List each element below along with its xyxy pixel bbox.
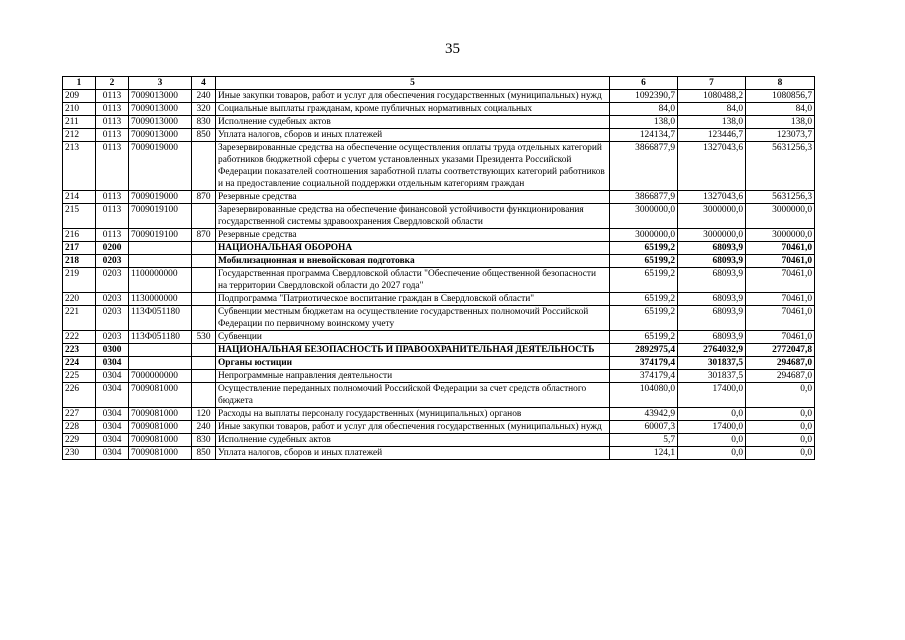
item-name: Резервные средства: [216, 229, 610, 242]
expense-type-code: [192, 344, 216, 357]
table-row: [63, 331, 815, 344]
expense-type-code: 870: [192, 229, 216, 242]
row-number: 211: [63, 116, 96, 129]
amount-col-6: 3866877,9: [610, 191, 678, 204]
expense-type-code: [192, 383, 216, 408]
amount-col-7: 2764032,9: [678, 344, 746, 357]
amount-col-8: 123073,7: [746, 129, 815, 142]
amount-col-6: 84,0: [610, 103, 678, 116]
expense-type-code: [192, 306, 216, 331]
row-number: 212: [63, 129, 96, 142]
amount-col-7: 301837,5: [678, 370, 746, 383]
amount-col-8: 5631256,3: [746, 191, 815, 204]
row-number: 213: [63, 142, 96, 191]
item-name: Иные закупки товаров, работ и услуг для обеспечения государственных (муниципальных) нужд: [216, 421, 610, 434]
row-number: 209: [63, 90, 96, 103]
section-code: 0113: [96, 90, 129, 103]
table-row: [63, 383, 815, 408]
expense-type-code: [192, 255, 216, 268]
amount-col-6: 3866877,9: [610, 142, 678, 191]
expense-type-code: 120: [192, 408, 216, 421]
table-row: [63, 357, 815, 370]
item-name: Органы юстиции: [216, 357, 610, 370]
amount-col-7: 1327043,6: [678, 142, 746, 191]
expense-type-code: 830: [192, 434, 216, 447]
amount-col-6: 104080,0: [610, 383, 678, 408]
row-number: 214: [63, 191, 96, 204]
target-article-code: 7009013000: [129, 116, 192, 129]
table-row: [63, 204, 815, 229]
amount-col-8: 70461,0: [746, 331, 815, 344]
amount-col-6: 3000000,0: [610, 204, 678, 229]
row-number: 216: [63, 229, 96, 242]
row-number: 229: [63, 434, 96, 447]
section-code: 0203: [96, 268, 129, 293]
item-name: Резервные средства: [216, 191, 610, 204]
target-article-code: [129, 255, 192, 268]
header-col-7: 7: [678, 77, 746, 90]
amount-col-6: 1092390,7: [610, 90, 678, 103]
amount-col-6: 65199,2: [610, 242, 678, 255]
header-col-1: 1: [63, 77, 96, 90]
amount-col-7: 3000000,0: [678, 229, 746, 242]
target-article-code: 1100000000: [129, 268, 192, 293]
amount-col-7: 68093,9: [678, 306, 746, 331]
amount-col-6: 65199,2: [610, 268, 678, 293]
expense-type-code: 320: [192, 103, 216, 116]
amount-col-8: 3000000,0: [746, 204, 815, 229]
table-row: [63, 129, 815, 142]
item-name: Зарезервированные средства на обеспечение осуществления оплаты труда отдельных категорий работников бюджетной сферы с учетом установленных указами Президента Российской Федерации показателей соотношения заработной платы соответствующих категорий работников и на предоставление социальной поддержки отдельным категориям граждан: [216, 142, 610, 191]
amount-col-6: 60007,3: [610, 421, 678, 434]
header-col-3: 3: [129, 77, 192, 90]
target-article-code: 7009081000: [129, 421, 192, 434]
amount-col-6: 65199,2: [610, 255, 678, 268]
table-row: [63, 293, 815, 306]
row-number: 226: [63, 383, 96, 408]
section-code: 0304: [96, 383, 129, 408]
row-number: 230: [63, 447, 96, 460]
target-article-code: 113Ф051180: [129, 331, 192, 344]
amount-col-6: 65199,2: [610, 293, 678, 306]
amount-col-6: 3000000,0: [610, 229, 678, 242]
section-code: 0203: [96, 293, 129, 306]
budget-table: [62, 76, 815, 460]
table-row: [63, 90, 815, 103]
row-number: 217: [63, 242, 96, 255]
amount-col-6: 65199,2: [610, 306, 678, 331]
amount-col-7: 17400,0: [678, 421, 746, 434]
row-number: 221: [63, 306, 96, 331]
amount-col-8: 1080856,7: [746, 90, 815, 103]
target-article-code: 1130000000: [129, 293, 192, 306]
table-row: [63, 255, 815, 268]
header-col-6: 6: [610, 77, 678, 90]
amount-col-6: 138,0: [610, 116, 678, 129]
section-code: 0113: [96, 204, 129, 229]
amount-col-8: 70461,0: [746, 268, 815, 293]
expense-type-code: [192, 370, 216, 383]
amount-col-7: 301837,5: [678, 357, 746, 370]
amount-col-8: 5631256,3: [746, 142, 815, 191]
header-col-8: 8: [746, 77, 815, 90]
row-number: 227: [63, 408, 96, 421]
target-article-code: 7009019100: [129, 229, 192, 242]
amount-col-6: 374179,4: [610, 370, 678, 383]
amount-col-7: 0,0: [678, 408, 746, 421]
section-code: 0113: [96, 229, 129, 242]
amount-col-8: 0,0: [746, 421, 815, 434]
table-row: [63, 229, 815, 242]
amount-col-7: 138,0: [678, 116, 746, 129]
amount-col-8: 0,0: [746, 447, 815, 460]
amount-col-8: 294687,0: [746, 357, 815, 370]
expense-type-code: 850: [192, 129, 216, 142]
target-article-code: 7009081000: [129, 383, 192, 408]
table-row: [63, 116, 815, 129]
amount-col-6: 43942,9: [610, 408, 678, 421]
table-header-row: [63, 77, 815, 90]
row-number: 225: [63, 370, 96, 383]
target-article-code: 7009013000: [129, 129, 192, 142]
target-article-code: 113Ф051180: [129, 306, 192, 331]
item-name: Осуществление переданных полномочий Российской Федерации за счет средств областного бюджета: [216, 383, 610, 408]
expense-type-code: 240: [192, 90, 216, 103]
amount-col-8: 70461,0: [746, 242, 815, 255]
table-row: [63, 142, 815, 191]
row-number: 222: [63, 331, 96, 344]
section-code: 0304: [96, 421, 129, 434]
amount-col-7: 68093,9: [678, 293, 746, 306]
amount-col-7: 0,0: [678, 447, 746, 460]
header-col-5: 5: [216, 77, 610, 90]
section-code: 0300: [96, 344, 129, 357]
amount-col-8: 84,0: [746, 103, 815, 116]
amount-col-8: 0,0: [746, 383, 815, 408]
amount-col-7: 17400,0: [678, 383, 746, 408]
item-name: Непрограммные направления деятельности: [216, 370, 610, 383]
row-number: 224: [63, 357, 96, 370]
target-article-code: 7009019100: [129, 204, 192, 229]
item-name: Исполнение судебных актов: [216, 116, 610, 129]
table-body: [63, 90, 815, 460]
expense-type-code: [192, 268, 216, 293]
expense-type-code: 870: [192, 191, 216, 204]
section-code: 0203: [96, 306, 129, 331]
amount-col-7: 68093,9: [678, 255, 746, 268]
section-code: 0203: [96, 255, 129, 268]
amount-col-6: 65199,2: [610, 331, 678, 344]
page-number: 35: [445, 41, 460, 57]
item-name: Социальные выплаты гражданам, кроме публичных нормативных социальных: [216, 103, 610, 116]
amount-col-8: 294687,0: [746, 370, 815, 383]
row-number: 220: [63, 293, 96, 306]
section-code: 0304: [96, 370, 129, 383]
amount-col-7: 68093,9: [678, 331, 746, 344]
table-row: [63, 408, 815, 421]
amount-col-7: 3000000,0: [678, 204, 746, 229]
section-code: 0113: [96, 103, 129, 116]
section-code: 0113: [96, 129, 129, 142]
amount-col-6: 2892975,4: [610, 344, 678, 357]
item-name: Исполнение судебных актов: [216, 434, 610, 447]
target-article-code: 7009081000: [129, 408, 192, 421]
item-name: Государственная программа Свердловской области "Обеспечение общественной безопасности на территории Свердловской области до 2027 года": [216, 268, 610, 293]
item-name: Субвенции: [216, 331, 610, 344]
item-name: Иные закупки товаров, работ и услуг для обеспечения государственных (муниципальных) нужд: [216, 90, 610, 103]
amount-col-8: 70461,0: [746, 293, 815, 306]
amount-col-8: 70461,0: [746, 255, 815, 268]
target-article-code: 7000000000: [129, 370, 192, 383]
table-row: [63, 370, 815, 383]
expense-type-code: [192, 204, 216, 229]
section-code: 0113: [96, 116, 129, 129]
item-name: Уплата налогов, сборов и иных платежей: [216, 129, 610, 142]
item-name: Подпрограмма "Патриотическое воспитание граждан в Свердловской области": [216, 293, 610, 306]
amount-col-6: 374179,4: [610, 357, 678, 370]
table-row: [63, 434, 815, 447]
amount-col-7: 123446,7: [678, 129, 746, 142]
amount-col-8: 0,0: [746, 408, 815, 421]
header-col-4: 4: [192, 77, 216, 90]
table-row: [63, 191, 815, 204]
expense-type-code: [192, 293, 216, 306]
section-code: 0304: [96, 408, 129, 421]
target-article-code: [129, 344, 192, 357]
row-number: 215: [63, 204, 96, 229]
item-name: Расходы на выплаты персоналу государственных (муниципальных) органов: [216, 408, 610, 421]
amount-col-6: 5,7: [610, 434, 678, 447]
table-row: [63, 103, 815, 116]
expense-type-code: [192, 142, 216, 191]
item-name: НАЦИОНАЛЬНАЯ БЕЗОПАСНОСТЬ И ПРАВООХРАНИТЕЛЬНАЯ ДЕЯТЕЛЬНОСТЬ: [216, 344, 610, 357]
target-article-code: 7009081000: [129, 447, 192, 460]
expense-type-code: 240: [192, 421, 216, 434]
table-row: [63, 306, 815, 331]
section-code: 0304: [96, 434, 129, 447]
item-name: Субвенции местным бюджетам на осуществление государственных полномочий Российской Федерации по первичному воинскому учету: [216, 306, 610, 331]
row-number: 210: [63, 103, 96, 116]
section-code: 0304: [96, 357, 129, 370]
section-code: 0203: [96, 331, 129, 344]
expense-type-code: 850: [192, 447, 216, 460]
section-code: 0113: [96, 142, 129, 191]
amount-col-8: 0,0: [746, 434, 815, 447]
amount-col-6: 124,1: [610, 447, 678, 460]
target-article-code: 7009019000: [129, 142, 192, 191]
section-code: 0200: [96, 242, 129, 255]
amount-col-7: 84,0: [678, 103, 746, 116]
amount-col-7: 1080488,2: [678, 90, 746, 103]
row-number: 218: [63, 255, 96, 268]
row-number: 219: [63, 268, 96, 293]
row-number: 223: [63, 344, 96, 357]
amount-col-7: 68093,9: [678, 268, 746, 293]
target-article-code: [129, 357, 192, 370]
expense-type-code: [192, 357, 216, 370]
target-article-code: 7009013000: [129, 103, 192, 116]
expense-type-code: [192, 242, 216, 255]
table-row: [63, 268, 815, 293]
target-article-code: 7009013000: [129, 90, 192, 103]
header-col-2: 2: [96, 77, 129, 90]
expense-type-code: 530: [192, 331, 216, 344]
target-article-code: [129, 242, 192, 255]
item-name: Зарезервированные средства на обеспечение финансовой устойчивости функционирования государственной системы здравоохранения Свердловской области: [216, 204, 610, 229]
expense-type-code: 830: [192, 116, 216, 129]
amount-col-8: 3000000,0: [746, 229, 815, 242]
table-row: [63, 344, 815, 357]
amount-col-7: 0,0: [678, 434, 746, 447]
row-number: 228: [63, 421, 96, 434]
amount-col-7: 1327043,6: [678, 191, 746, 204]
table-row: [63, 242, 815, 255]
item-name: НАЦИОНАЛЬНАЯ ОБОРОНА: [216, 242, 610, 255]
item-name: Уплата налогов, сборов и иных платежей: [216, 447, 610, 460]
section-code: 0113: [96, 191, 129, 204]
amount-col-8: 70461,0: [746, 306, 815, 331]
table-row: [63, 421, 815, 434]
item-name: Мобилизационная и вневойсковая подготовка: [216, 255, 610, 268]
amount-col-7: 68093,9: [678, 242, 746, 255]
amount-col-6: 124134,7: [610, 129, 678, 142]
target-article-code: 7009019000: [129, 191, 192, 204]
amount-col-8: 138,0: [746, 116, 815, 129]
table-row: [63, 447, 815, 460]
target-article-code: 7009081000: [129, 434, 192, 447]
amount-col-8: 2772047,8: [746, 344, 815, 357]
section-code: 0304: [96, 447, 129, 460]
